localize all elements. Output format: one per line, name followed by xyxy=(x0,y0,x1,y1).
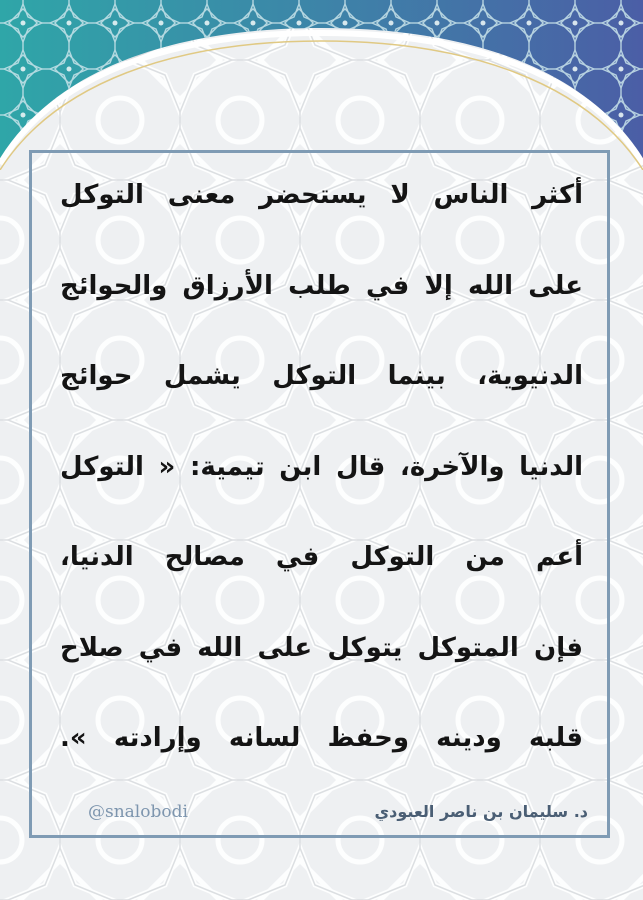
quote-line: الدنيوية، بينما التوكل يشمل حوائج xyxy=(60,361,583,391)
quote-line: أكثر الناس لا يستحضر معنى التوكل xyxy=(60,180,583,210)
footer xyxy=(40,800,600,832)
author-name: د. سليمان بن ناصر العبودي xyxy=(374,802,588,821)
quote-text xyxy=(60,160,583,794)
quote-line: على الله إلا في طلب الأرزاق والحوائج xyxy=(60,270,583,301)
quote-line: فإن المتوكل يتوكل على الله في صلاح xyxy=(60,632,583,663)
quote-line: قلبه ودينه وحفظ لسانه وإرادته ». xyxy=(60,723,583,753)
quote-line: أعم من التوكل في مصالح الدنيا، xyxy=(60,542,583,572)
header-ornament xyxy=(0,0,643,170)
social-handle: @snalobodi xyxy=(88,802,188,822)
quote-line: الدنيا والآخرة، قال ابن تيمية: « التوكل xyxy=(60,451,583,482)
